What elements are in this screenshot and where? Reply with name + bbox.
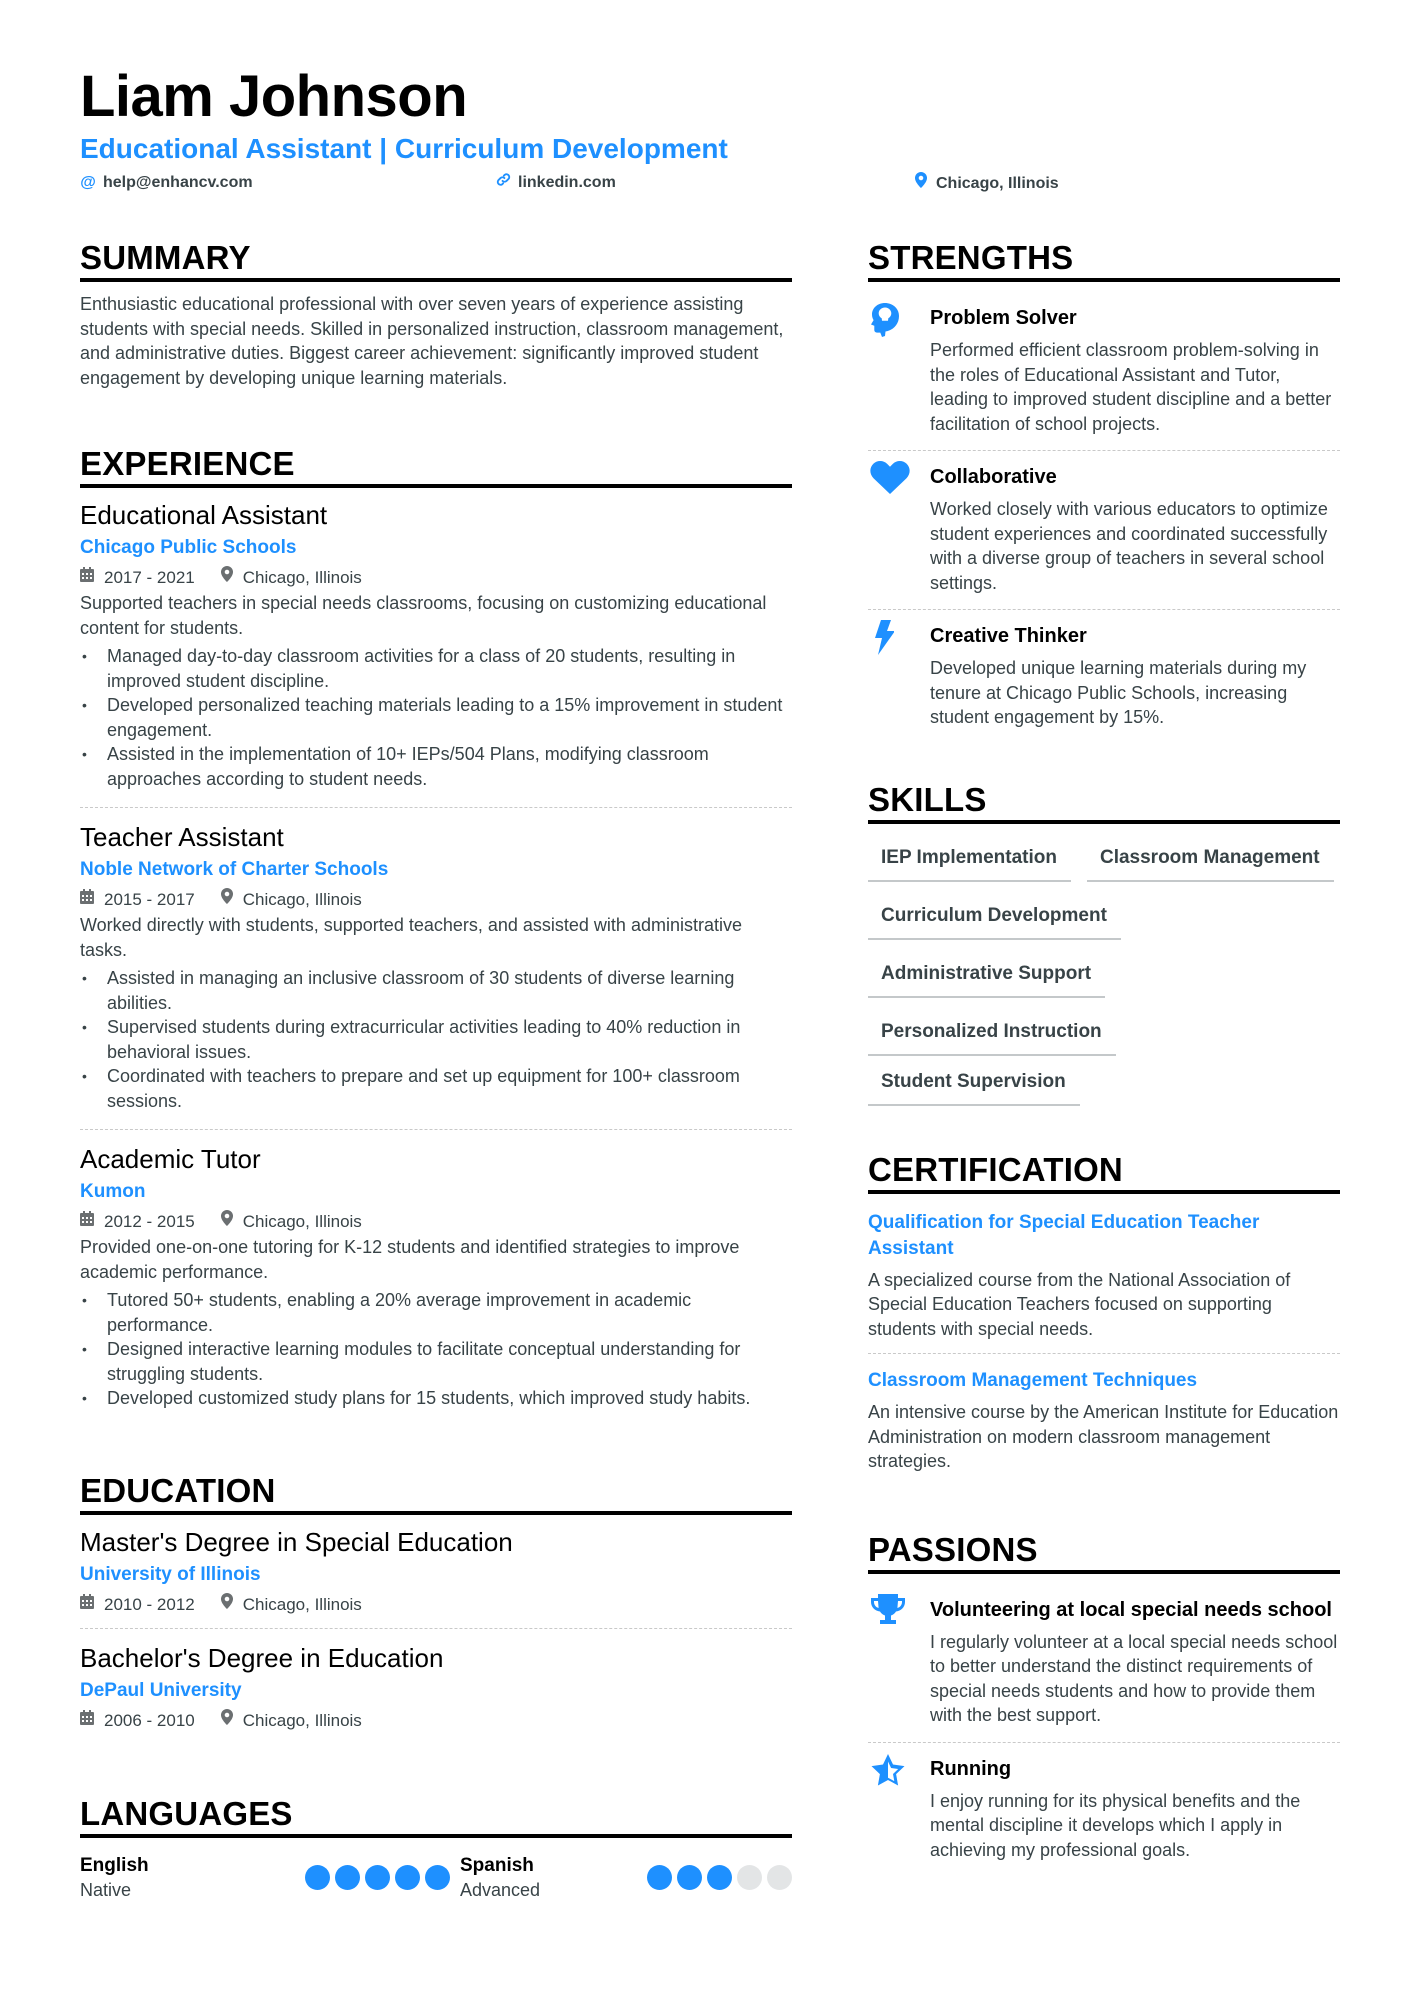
- entry-location: Chicago, Illinois: [242, 568, 362, 587]
- star-icon: [868, 1753, 930, 1863]
- passion-title: Volunteering at local special needs school: [930, 1598, 1332, 1621]
- section-title: LANGUAGES: [80, 1794, 293, 1832]
- bullet-item: • Developed personalized teaching materials leading to a 15% improvement in student engagement.: [80, 693, 792, 742]
- contact-linkedin[interactable]: [495, 172, 616, 194]
- contact-location: [913, 172, 1059, 195]
- bullet-item: • Assisted in managing an inclusive classroom of 30 students of diverse learning abilities.: [80, 966, 792, 1015]
- experience-section: [80, 444, 792, 1427]
- passion-title: Running: [930, 1757, 1012, 1780]
- calendar-icon: [80, 1592, 94, 1618]
- experience-entry: [80, 807, 792, 1129]
- company-name[interactable]: Kumon: [80, 1181, 146, 1202]
- link-icon: [495, 172, 511, 194]
- entry-location: Chicago, Illinois: [242, 1710, 362, 1730]
- calendar-icon: [80, 887, 94, 913]
- heart-icon: [868, 461, 930, 595]
- strength-title: Collaborative: [930, 466, 1057, 488]
- certification-description: An intensive course by the American Institute for Education Administration on modern classroom management strategies.: [868, 1402, 1339, 1471]
- passion-item: [868, 1742, 1340, 1877]
- section-divider: [80, 484, 792, 488]
- entry-meta: [80, 1708, 792, 1734]
- strength-item: [868, 292, 1340, 450]
- education-section: [80, 1471, 792, 1744]
- certification-item: [868, 1353, 1340, 1486]
- passion-description: I regularly volunteer at a local special needs school to better understand the distinct requirements of special needs students and how to provide them with the best support.: [930, 1631, 1338, 1725]
- entry-dates: 2015 - 2017: [104, 890, 195, 909]
- at-icon: @: [80, 174, 96, 191]
- bullet-item: • Supervised students during extracurricular activities leading to 40% reduction in behavioral issues.: [80, 1015, 792, 1064]
- section-title: EDUCATION: [80, 1471, 276, 1509]
- head-brain-icon: [868, 302, 930, 436]
- skills-list: [868, 840, 1340, 1106]
- location-pin-icon: [221, 565, 233, 591]
- rating-dot-filled: [365, 1865, 390, 1890]
- job-title: Academic Tutor: [80, 1144, 261, 1174]
- job-title: Teacher Assistant: [80, 822, 284, 852]
- degree-title: Bachelor's Degree in Education: [80, 1642, 444, 1673]
- rating-dot-filled: [335, 1865, 360, 1890]
- entry-meta: [80, 1592, 792, 1618]
- education-entry: [80, 1525, 792, 1628]
- rating-dot-filled: [425, 1865, 450, 1890]
- contact-email-text: help@enhancv.com: [103, 174, 253, 191]
- strength-description: Worked closely with various educators to optimize student experiences and coordinated successfully with a diverse group of teachers in several school settings.: [930, 499, 1328, 593]
- rating-dot-empty: [767, 1865, 792, 1890]
- skills-section: [868, 780, 1340, 1106]
- contact-location-text: Chicago, Illinois: [936, 174, 1059, 192]
- entry-dates: 2017 - 2021: [104, 568, 195, 587]
- entry-dates: 2010 - 2012: [104, 1594, 195, 1614]
- entry-description: Provided one-on-one tutoring for K-12 students and identified strategies to improve academic performance.: [80, 1237, 740, 1282]
- lightning-bolt-icon: [868, 620, 930, 730]
- section-divider: [80, 278, 792, 282]
- section-title: SUMMARY: [80, 239, 251, 276]
- strengths-section: [868, 238, 1340, 744]
- language-rating: [305, 1865, 450, 1890]
- passion-description: I enjoy running for its physical benefits and the mental discipline it develops which I apply in achieving my professional goals.: [930, 1790, 1301, 1860]
- contact-linkedin-text: linkedin.com: [518, 174, 616, 191]
- location-pin-icon: [913, 172, 929, 195]
- entry-location: Chicago, Illinois: [242, 1594, 362, 1614]
- language-level: Advanced: [460, 1879, 541, 1900]
- experience-entry: [80, 1129, 792, 1427]
- skill-tag: Classroom Management: [1087, 840, 1334, 882]
- summary-section: [80, 238, 792, 390]
- languages-section: [80, 1794, 792, 1902]
- school-name[interactable]: University of Illinois: [80, 1563, 261, 1585]
- skill-tag: Administrative Support: [868, 956, 1105, 998]
- experience-entry: [80, 498, 792, 807]
- contact-row: [80, 172, 1080, 196]
- section-title: PASSIONS: [868, 1530, 1038, 1568]
- entry-location: Chicago, Illinois: [242, 1212, 362, 1231]
- bullet-item: • Managed day-to-day classroom activities for a class of 20 students, resulting in improved student discipline.: [80, 644, 792, 693]
- section-title: CERTIFICATION: [868, 1150, 1123, 1188]
- trophy-icon: [868, 1594, 930, 1728]
- strength-title: Problem Solver: [930, 307, 1077, 329]
- degree-title: Master's Degree in Special Education: [80, 1526, 513, 1557]
- bullet-item: • Assisted in the implementation of 10+ IEPs/504 Plans, modifying classroom approaches according to student needs.: [80, 742, 792, 791]
- section-divider: [80, 1511, 792, 1515]
- section-title: STRENGTHS: [868, 239, 1074, 276]
- passion-item: [868, 1584, 1340, 1742]
- rating-dot-empty: [737, 1865, 762, 1890]
- language-name: Spanish: [460, 1854, 534, 1876]
- language-level: Native: [80, 1879, 132, 1900]
- rating-dot-filled: [395, 1865, 420, 1890]
- section-title: SKILLS: [868, 780, 987, 818]
- certification-item: [868, 1204, 1340, 1354]
- section-divider: [80, 1834, 792, 1838]
- strength-title: Creative Thinker: [930, 625, 1087, 647]
- passions-section: [868, 1530, 1340, 1877]
- candidate-headline: Educational Assistant | Curriculum Development: [80, 133, 728, 164]
- section-divider: [868, 278, 1340, 282]
- strength-item: [868, 450, 1340, 609]
- strength-item: [868, 609, 1340, 744]
- left-column: [80, 238, 792, 1942]
- section-divider: [868, 1570, 1340, 1574]
- right-column: [868, 238, 1340, 1916]
- location-pin-icon: [221, 1209, 233, 1235]
- skill-tag: Student Supervision: [868, 1064, 1080, 1106]
- certification-title[interactable]: Classroom Management Techniques: [868, 1370, 1198, 1391]
- skill-tag: Personalized Instruction: [868, 1014, 1116, 1056]
- languages-list: [80, 1854, 792, 1902]
- entry-bullets: [80, 1288, 792, 1411]
- job-title: Educational Assistant: [80, 500, 328, 530]
- rating-dot-filled: [647, 1865, 672, 1890]
- entry-meta: [80, 887, 792, 913]
- location-pin-icon: [221, 887, 233, 913]
- language-item: [460, 1854, 792, 1902]
- entry-bullets: [80, 966, 792, 1113]
- certification-section: [868, 1150, 1340, 1486]
- entry-meta: [80, 565, 792, 591]
- entry-meta: [80, 1209, 792, 1235]
- strength-description: Performed efficient classroom problem-solving in the roles of Educational Assistant and Tutor, leading to improved student discipline and a better facilitation of school projects.: [930, 340, 1332, 434]
- entry-bullets: [80, 644, 792, 791]
- section-divider: [868, 1190, 1340, 1194]
- language-name: English: [80, 1854, 149, 1876]
- company-name[interactable]: Noble Network of Charter Schools: [80, 859, 389, 880]
- certification-title[interactable]: Qualification for Special Education Teacher Assistant: [868, 1211, 1260, 1259]
- language-rating: [647, 1865, 792, 1890]
- bullet-item: • Designed interactive learning modules to facilitate conceptual understanding for struggling students.: [80, 1337, 792, 1386]
- company-name[interactable]: Chicago Public Schools: [80, 537, 297, 558]
- entry-location: Chicago, Illinois: [242, 890, 362, 909]
- section-divider: [868, 820, 1340, 824]
- calendar-icon: [80, 1209, 94, 1235]
- rating-dot-filled: [677, 1865, 702, 1890]
- rating-dot-filled: [305, 1865, 330, 1890]
- location-pin-icon: [221, 1592, 233, 1618]
- summary-text: Enthusiastic educational professional with over seven years of experience assisting students with special needs. Skilled in personalized instruction, classroom management, and administrative duties. Biggest career achievement: significantly improved student engagement by developing unique learning materials.: [80, 294, 784, 388]
- bullet-item: • Tutored 50+ students, enabling a 20% average improvement in academic performance.: [80, 1288, 792, 1337]
- entry-dates: 2006 - 2010: [104, 1710, 195, 1730]
- location-pin-icon: [221, 1708, 233, 1734]
- section-title: EXPERIENCE: [80, 445, 295, 482]
- calendar-icon: [80, 1708, 94, 1734]
- skill-tag: Curriculum Development: [868, 898, 1121, 940]
- entry-description: Worked directly with students, supported teachers, and assisted with administrative tasks.: [80, 915, 742, 960]
- entry-description: Supported teachers in special needs classrooms, focusing on customizing educational content for students.: [80, 593, 767, 638]
- school-name[interactable]: DePaul University: [80, 1679, 242, 1701]
- education-entry: [80, 1628, 792, 1744]
- rating-dot-filled: [707, 1865, 732, 1890]
- contact-email[interactable]: [80, 172, 253, 194]
- entry-dates: 2012 - 2015: [104, 1212, 195, 1231]
- bullet-item: • Developed customized study plans for 15 students, which improved study habits.: [80, 1386, 792, 1411]
- strength-description: Developed unique learning materials during my tenure at Chicago Public Schools, increasing student engagement by 15%.: [930, 658, 1307, 727]
- candidate-name: Liam Johnson: [80, 64, 468, 129]
- bullet-item: • Coordinated with teachers to prepare and set up equipment for 100+ classroom sessions.: [80, 1064, 792, 1113]
- language-item: [80, 1854, 460, 1902]
- skill-tag: IEP Implementation: [868, 840, 1071, 882]
- certification-description: A specialized course from the National Association of Special Education Teachers focused on supporting students with special needs.: [868, 1269, 1291, 1339]
- calendar-icon: [80, 565, 94, 591]
